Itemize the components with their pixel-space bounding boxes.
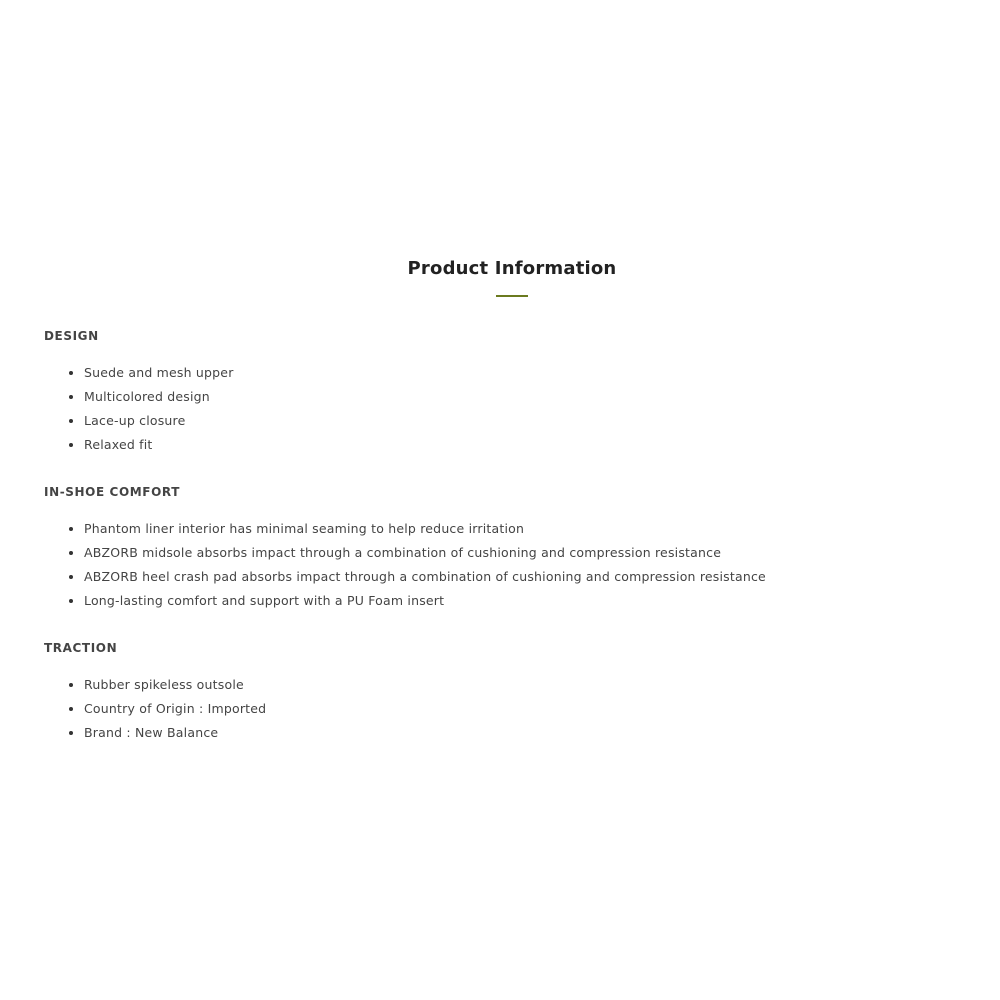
traction-list [44, 673, 980, 745]
section-traction [44, 640, 980, 745]
list-item: • ABZORB heel crash pad absorbs impact through a combination of cushioning and compression resistance [84, 565, 980, 589]
list-item: • Lace-up closure [84, 409, 980, 433]
comfort-list [44, 517, 980, 613]
section-design [44, 328, 980, 457]
list-item: • Suede and mesh upper [84, 361, 980, 385]
product-information [44, 257, 980, 745]
list-item: • Phantom liner interior has minimal seaming to help reduce irritation [84, 517, 980, 541]
page-title: Product Information [407, 258, 617, 279]
section-heading: DESIGN [44, 329, 99, 343]
list-item: • Country of Origin : Imported [84, 697, 980, 721]
design-list [44, 361, 980, 457]
title-underline [496, 295, 528, 297]
list-item: • Rubber spikeless outsole [84, 673, 980, 697]
list-item: • Brand : New Balance [84, 721, 980, 745]
list-item: • Relaxed fit [84, 433, 980, 457]
list-item: • Multicolored design [84, 385, 980, 409]
section-heading: TRACTION [44, 641, 118, 655]
list-item: • Long-lasting comfort and support with a PU Foam insert [84, 589, 980, 613]
section-in-shoe-comfort [44, 484, 980, 613]
list-item: • ABZORB midsole absorbs impact through a combination of cushioning and compression resistance [84, 541, 980, 565]
section-heading: IN-SHOE COMFORT [44, 485, 180, 499]
